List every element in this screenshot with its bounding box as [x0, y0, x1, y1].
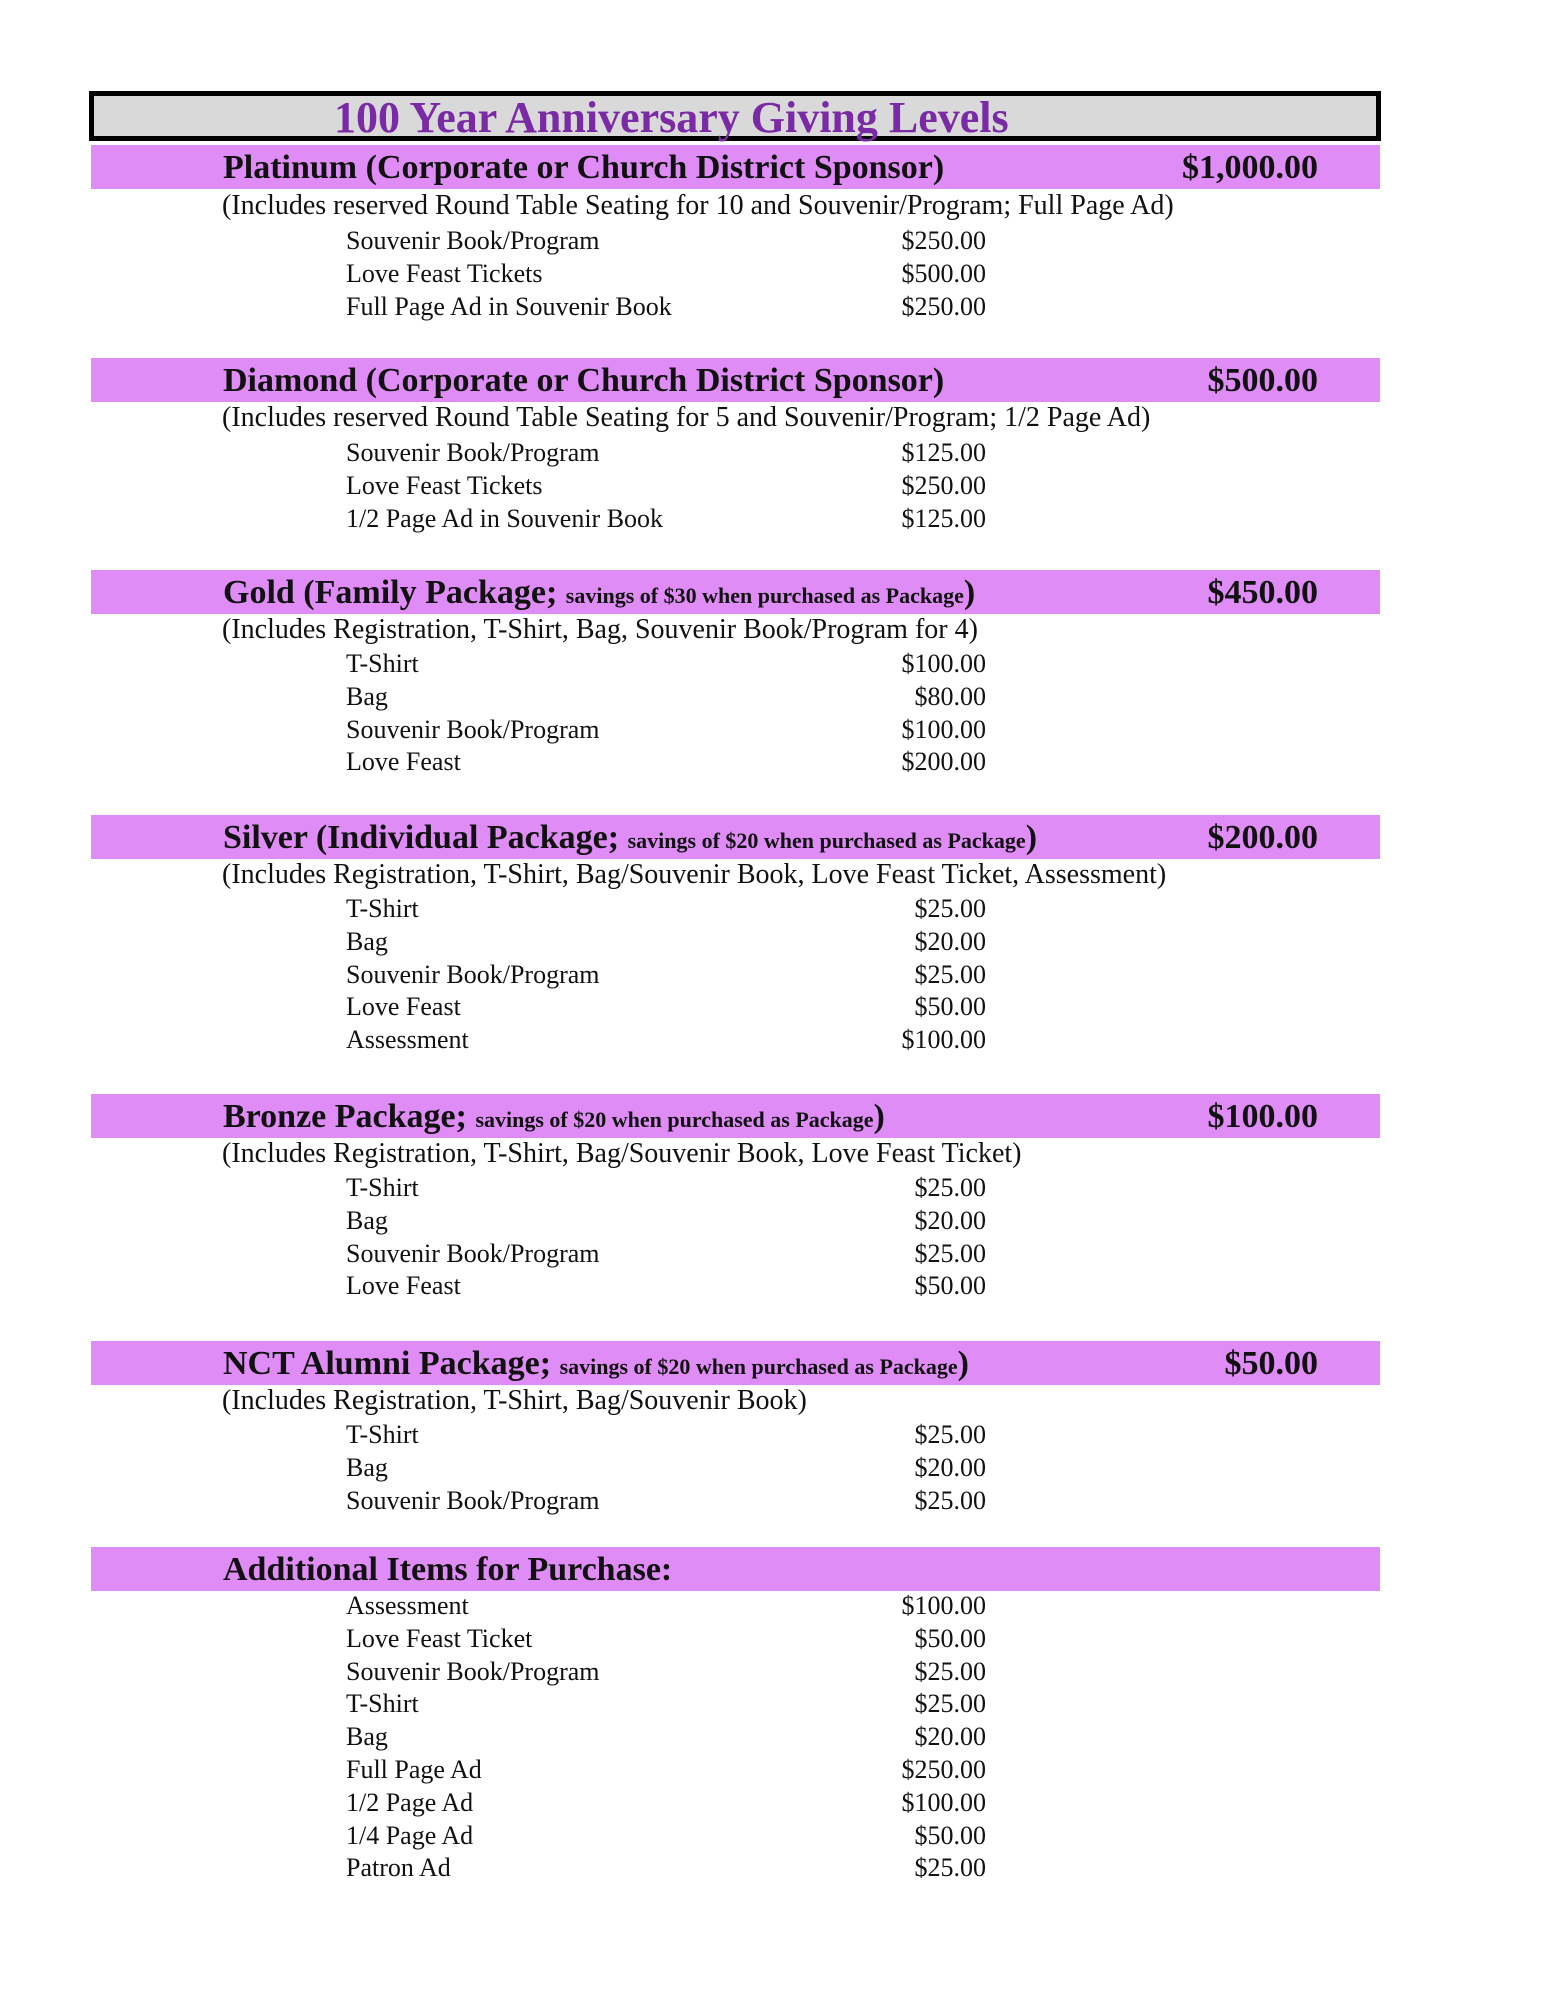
item-list	[346, 225, 986, 323]
item-price: $125.00	[901, 503, 986, 533]
item-price: $100.00	[901, 714, 986, 744]
item-name: T-Shirt	[346, 1689, 419, 1719]
list-item	[346, 893, 986, 926]
item-name: Souvenir Book/Program	[346, 1485, 600, 1515]
list-item	[346, 1270, 986, 1303]
section-title: Diamond (Corporate or Church District Sponsor)	[223, 362, 945, 399]
item-name: Souvenir Book/Program	[346, 1656, 600, 1686]
list-item	[346, 258, 986, 291]
section-price: $50.00	[1224, 1345, 1318, 1382]
section-price: $500.00	[1207, 362, 1318, 399]
item-price: $250.00	[901, 1754, 986, 1784]
item-list	[346, 437, 986, 535]
item-price: $25.00	[914, 894, 986, 923]
item-name: Bag	[346, 1722, 388, 1752]
list-item	[346, 1024, 986, 1057]
section-title: Additional Items for Purchase:	[223, 1551, 673, 1588]
item-name: T-Shirt	[346, 1420, 419, 1449]
item-price: $20.00	[914, 1452, 986, 1482]
section-note: (Includes Registration, T-Shirt, Bag/Souvenir Book)	[222, 1385, 807, 1416]
list-item	[346, 1205, 986, 1238]
item-name: Souvenir Book/Program	[346, 714, 600, 744]
item-list	[346, 893, 986, 1057]
item-list	[346, 648, 986, 779]
section-note: (Includes reserved Round Table Seating for 10 and Souvenir/Program; Full Page Ad)	[222, 190, 1174, 221]
item-name: 1/4 Page Ad	[346, 1820, 474, 1850]
item-name: 1/2 Page Ad in Souvenir Book	[346, 503, 664, 533]
item-list	[346, 1172, 986, 1303]
list-item	[346, 681, 986, 714]
section-header-nct-alumni	[91, 1341, 1380, 1385]
item-name: T-Shirt	[346, 894, 419, 923]
section-title: NCT Alumni Package; savings of $20 when purchased as Package)	[223, 1345, 969, 1382]
item-price: $100.00	[901, 1787, 986, 1817]
item-name: Souvenir Book/Program	[346, 959, 600, 989]
section-note: (Includes Registration, T-Shirt, Bag/Souvenir Book, Love Feast Ticket, Assessment)	[222, 859, 1167, 890]
list-item	[346, 1419, 986, 1452]
list-item	[346, 1754, 986, 1787]
section-header-platinum	[91, 145, 1380, 189]
item-name: Bag	[346, 1205, 388, 1235]
item-name: T-Shirt	[346, 649, 419, 678]
item-name: Assessment	[346, 1591, 469, 1620]
section-header-silver	[91, 815, 1380, 859]
item-price: $20.00	[914, 1205, 986, 1235]
list-item	[346, 437, 986, 470]
savings-note: savings of $20 when purchased as Package	[627, 828, 1026, 853]
item-name: Love Feast Tickets	[346, 470, 543, 500]
item-price: $25.00	[914, 1656, 986, 1686]
list-item	[346, 1688, 986, 1721]
list-item	[346, 991, 986, 1024]
item-price: $25.00	[914, 1853, 986, 1883]
page-title: 100 Year Anniversary Giving Levels	[334, 93, 1009, 142]
item-price: $20.00	[914, 1722, 986, 1752]
list-item	[346, 1452, 986, 1485]
list-item	[346, 1721, 986, 1754]
list-item	[346, 1590, 986, 1623]
list-item	[346, 1485, 986, 1518]
item-name: Souvenir Book/Program	[346, 226, 600, 255]
item-price: $500.00	[901, 258, 986, 288]
list-item	[346, 1656, 986, 1689]
item-price: $200.00	[901, 747, 986, 777]
list-item	[346, 291, 986, 324]
item-price: $50.00	[914, 992, 986, 1022]
section-price: $450.00	[1207, 574, 1318, 611]
item-name: Full Page Ad in Souvenir Book	[346, 291, 672, 321]
item-price: $100.00	[901, 649, 986, 678]
item-name: Souvenir Book/Program	[346, 438, 600, 467]
section-note: (Includes reserved Round Table Seating for 5 and Souvenir/Program; 1/2 Page Ad)	[222, 402, 1151, 433]
item-name: Bag	[346, 926, 388, 956]
list-item	[346, 714, 986, 747]
section-price: $1,000.00	[1182, 149, 1318, 186]
item-list	[346, 1419, 986, 1517]
item-price: $25.00	[914, 1485, 986, 1515]
item-price: $125.00	[901, 438, 986, 467]
list-item	[346, 503, 986, 536]
list-item	[346, 225, 986, 258]
section-header-bronze	[91, 1094, 1380, 1138]
item-price: $25.00	[914, 959, 986, 989]
item-list	[346, 1590, 986, 1885]
list-item	[346, 1852, 986, 1885]
list-item	[346, 926, 986, 959]
item-price: $50.00	[914, 1820, 986, 1850]
savings-note: savings of $30 when purchased as Package	[565, 583, 964, 608]
item-price: $250.00	[901, 470, 986, 500]
item-name: Love Feast	[346, 747, 461, 777]
item-name: Love Feast Tickets	[346, 258, 543, 288]
list-item	[346, 959, 986, 992]
section-title: Platinum (Corporate or Church District Sponsor)	[223, 149, 945, 186]
list-item	[346, 1787, 986, 1820]
section-header-diamond	[91, 358, 1380, 402]
section-header-additional-items	[91, 1547, 1380, 1591]
section-title: Gold (Family Package; savings of $30 when purchased as Package)	[223, 574, 976, 611]
item-name: Patron Ad	[346, 1853, 451, 1883]
item-price: $50.00	[914, 1271, 986, 1301]
item-price: $25.00	[914, 1173, 986, 1202]
list-item	[346, 746, 986, 779]
item-price: $100.00	[901, 1591, 986, 1620]
list-item	[346, 470, 986, 503]
list-item	[346, 1238, 986, 1271]
item-price: $250.00	[901, 226, 986, 255]
item-name: Assessment	[346, 1025, 469, 1055]
list-item	[346, 1820, 986, 1853]
item-name: Love Feast	[346, 1271, 461, 1301]
savings-note: savings of $20 when purchased as Package	[559, 1354, 958, 1379]
item-price: $250.00	[901, 291, 986, 321]
item-price: $25.00	[914, 1689, 986, 1719]
list-item	[346, 648, 986, 681]
section-title: Silver (Individual Package; savings of $20 when purchased as Package)	[223, 819, 1038, 856]
item-name: Full Page Ad	[346, 1754, 482, 1784]
list-item	[346, 1623, 986, 1656]
item-price: $80.00	[914, 681, 986, 711]
title-box	[89, 91, 1381, 141]
section-price: $100.00	[1207, 1098, 1318, 1135]
section-title: Bronze Package; savings of $20 when purchased as Package)	[223, 1098, 885, 1135]
item-price: $100.00	[901, 1025, 986, 1055]
item-name: Souvenir Book/Program	[346, 1238, 600, 1268]
item-name: Bag	[346, 1452, 388, 1482]
item-name: Love Feast	[346, 992, 461, 1022]
item-price: $20.00	[914, 926, 986, 956]
section-note: (Includes Registration, T-Shirt, Bag/Souvenir Book, Love Feast Ticket)	[222, 1138, 1022, 1169]
savings-note: savings of $20 when purchased as Package	[475, 1107, 874, 1132]
list-item	[346, 1172, 986, 1205]
section-note: (Includes Registration, T-Shirt, Bag, Souvenir Book/Program for 4)	[222, 614, 978, 645]
item-price: $25.00	[914, 1420, 986, 1449]
item-name: Bag	[346, 681, 388, 711]
item-name: T-Shirt	[346, 1173, 419, 1202]
item-name: Love Feast Ticket	[346, 1623, 533, 1653]
item-price: $25.00	[914, 1238, 986, 1268]
item-price: $50.00	[914, 1623, 986, 1653]
section-price: $200.00	[1207, 819, 1318, 856]
item-name: 1/2 Page Ad	[346, 1787, 474, 1817]
section-header-gold	[91, 570, 1380, 614]
